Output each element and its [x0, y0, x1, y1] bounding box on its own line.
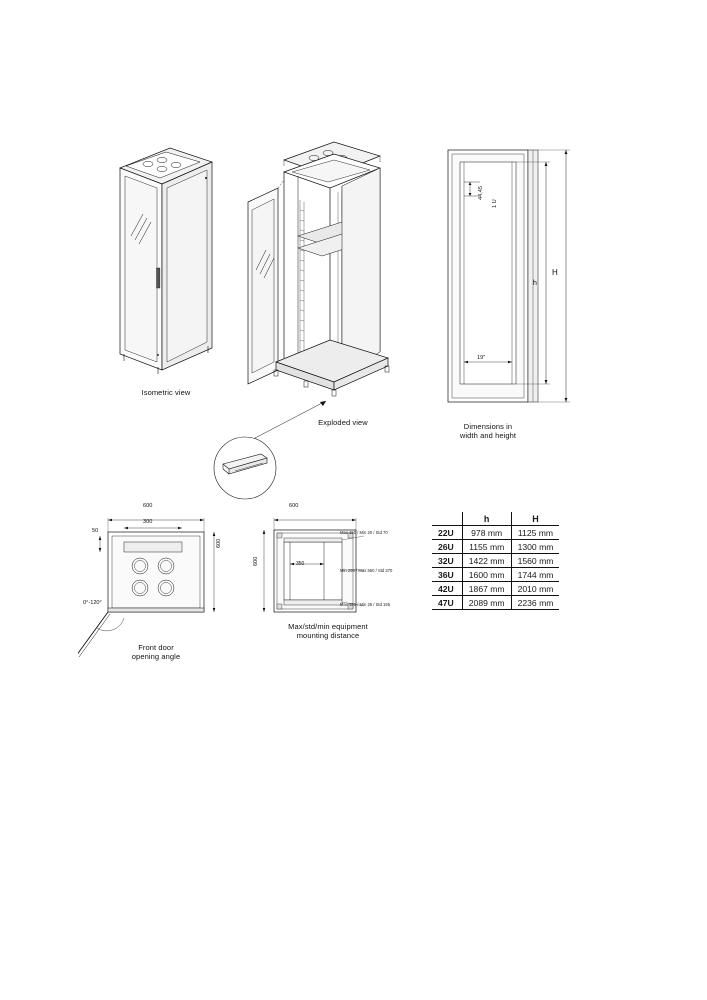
exploded-view-figure	[242, 140, 402, 420]
dimensions-table	[432, 512, 559, 610]
top-width-600-label: 600	[143, 503, 153, 509]
top-depth-600-label: 600	[216, 538, 222, 548]
unit-mm-label: 44,45	[478, 186, 484, 200]
isometric-view-caption: Isometric view	[141, 388, 191, 397]
detail-bubble-figure	[205, 428, 285, 508]
note-bottom-right: Max 155 / Min 25 / Std 155	[340, 602, 391, 607]
side-height-600-label: 600	[253, 556, 259, 566]
cell-H: 1125 mm	[511, 526, 559, 540]
mounting-distance-figure	[246, 508, 426, 628]
front-dimensions-figure	[430, 138, 600, 408]
cell-h: 978 mm	[462, 526, 511, 540]
cell-h: 1867 mm	[462, 582, 511, 596]
cell-h: 1155 mm	[462, 540, 511, 554]
dimensions-caption-line1: Dimensions in	[463, 422, 513, 431]
height-inner-label: h	[533, 280, 537, 287]
top-width-300-label: 300	[143, 519, 153, 525]
table-body	[432, 526, 559, 610]
rail-width-label: 19"	[477, 355, 486, 361]
table-row	[432, 540, 559, 554]
cell-unit: 42U	[432, 582, 462, 596]
side-depth-350-label: 350	[296, 561, 305, 567]
cell-h: 2089 mm	[462, 596, 511, 610]
cell-H: 2010 mm	[511, 582, 559, 596]
table-row	[432, 568, 559, 582]
top-offset-50-label: 50	[92, 528, 99, 534]
mounting-caption-line2: mounting distance	[296, 631, 360, 641]
table-header-h: h	[462, 512, 511, 526]
table-header-H: H	[511, 512, 559, 526]
door-angle-caption-line1: Front door	[138, 643, 174, 652]
cell-H: 1744 mm	[511, 568, 559, 582]
cell-H: 1300 mm	[511, 540, 559, 554]
note-top-right: Max 150 / Min 20 / Std 70	[340, 530, 388, 535]
cell-h: 1600 mm	[462, 568, 511, 582]
door-angle-caption-line2: opening angle	[131, 652, 181, 662]
cell-unit: 47U	[432, 596, 462, 610]
table-header-unit	[432, 512, 462, 526]
table-row	[432, 554, 559, 568]
door-angle-value-label: 0°-120°	[83, 600, 102, 606]
side-width-600-label: 600	[289, 503, 299, 509]
cell-h: 1422 mm	[462, 554, 511, 568]
table-header-row	[432, 512, 559, 526]
cell-unit: 26U	[432, 540, 462, 554]
height-outer-label: H	[552, 268, 558, 277]
table-row	[432, 582, 559, 596]
dimensions-caption-line2: width and height	[459, 431, 517, 441]
cell-H: 1560 mm	[511, 554, 559, 568]
cell-unit: 22U	[432, 526, 462, 540]
cell-unit: 32U	[432, 554, 462, 568]
table-row	[432, 596, 559, 610]
note-mid-right: Min 290 / Max 550 / Std 370	[340, 568, 393, 573]
mounting-caption-line1: Max/std/min equipment	[288, 622, 368, 631]
exploded-view-caption: Exploded view	[318, 418, 368, 427]
rack-unit-label: 1 U	[492, 199, 498, 208]
cell-unit: 36U	[432, 568, 462, 582]
isometric-view-figure	[100, 140, 230, 390]
cell-H: 2236 mm	[511, 596, 559, 610]
table-row	[432, 526, 559, 540]
door-angle-figure	[78, 508, 248, 658]
